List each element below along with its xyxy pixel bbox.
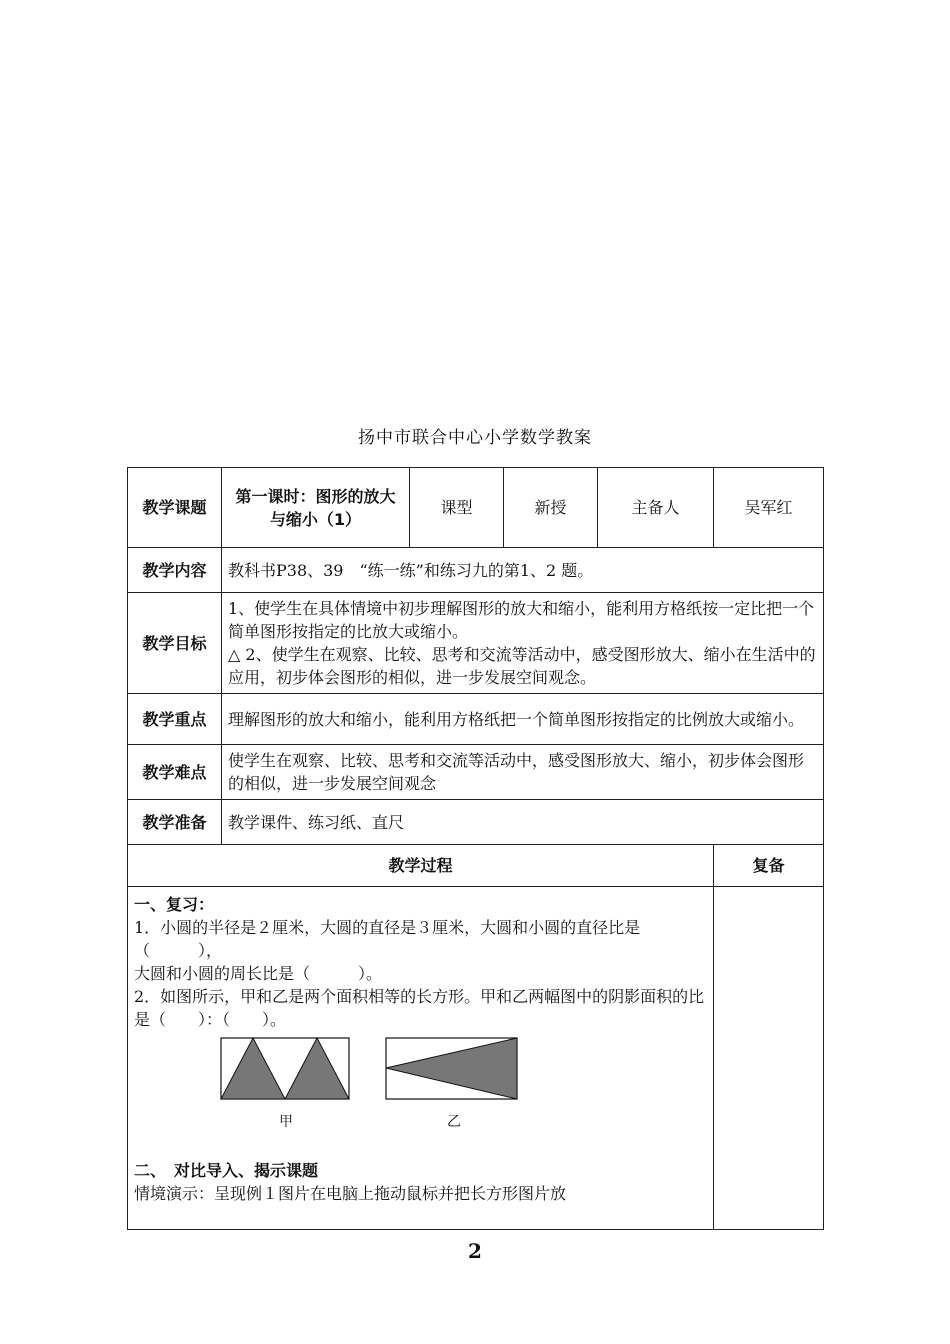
prep-value: 教学课件、练习纸、直尺 — [222, 800, 824, 845]
type-label: 课型 — [410, 468, 504, 548]
type-value: 新授 — [504, 468, 598, 548]
goal-2: △ 2、使学生在观察、比较、思考和交流等活动中，感受图形放大、缩小在生活中的应用，初步体会图形的相似，进一步发展空间观念。 — [228, 645, 816, 687]
keypoint-row — [128, 694, 824, 745]
goals-cell — [222, 593, 824, 694]
topic-row — [128, 468, 824, 548]
lesson-plan-table — [127, 467, 824, 1230]
difficulty-row — [128, 745, 824, 800]
keypoint-label: 教学重点 — [128, 694, 222, 745]
review-column — [714, 887, 824, 1230]
difficulty-label: 教学难点 — [128, 745, 222, 800]
figures-area — [134, 1037, 707, 1137]
process-header: 教学过程 — [128, 845, 714, 887]
question-1-part-2: 大圆和小圆的周长比是（ ）。 — [134, 964, 383, 983]
figure-label-jia: 甲 — [279, 1114, 293, 1130]
rectangles-figure — [220, 1037, 530, 1101]
document-title: 扬中市联合中心小学数学教案 — [358, 428, 592, 448]
process-header-row — [128, 845, 824, 887]
goal-1: 1、使学生在具体情境中初步理解图形的放大和缩小，能利用方格纸按一定比把一个简单图形按指定的比放大或缩小。 — [228, 599, 815, 641]
keypoint-value: 理解图形的放大和缩小，能利用方格纸把一个简单图形按指定的比例放大或缩小。 — [222, 694, 824, 745]
review-header: 复备 — [714, 845, 824, 887]
author-value: 吴军红 — [714, 468, 824, 548]
prep-label: 教学准备 — [128, 800, 222, 845]
page-number: 2 — [468, 1239, 482, 1263]
question-1: 1．小圆的半径是２厘米，大圆的直径是３厘米，大圆和小圆的直径比是（ ）， — [134, 918, 641, 960]
goals-row — [128, 593, 824, 694]
content-row — [128, 548, 824, 593]
prep-row — [128, 800, 824, 845]
topic-value: 第一课时：图形的放大与缩小（1） — [222, 468, 410, 548]
content-label: 教学内容 — [128, 548, 222, 593]
goals-label: 教学目标 — [128, 593, 222, 694]
process-content — [128, 887, 714, 1230]
topic-label: 教学课题 — [128, 468, 222, 548]
process-body-row — [128, 887, 824, 1230]
author-label: 主备人 — [598, 468, 714, 548]
difficulty-value: 使学生在观察、比较、思考和交流等活动中，感受图形放大、缩小，初步体会图形的相似，进一步发展空间观念 — [222, 745, 824, 800]
figure-label-yi: 乙 — [447, 1114, 461, 1130]
section-review-title: 一、复习： — [134, 895, 215, 914]
section-intro-title: 二、 对比导入、揭示课题 — [134, 1161, 319, 1180]
question-2: 2．如图所示，甲和乙是两个面积相等的长方形。甲和乙两幅图中的阴影面积的比是（ ）：（ ）。 — [134, 987, 705, 1029]
intro-text: 情境演示：呈现例１图片在电脑上拖动鼠标并把长方形图片放 — [134, 1184, 567, 1203]
content-value: 教科书P38、39 “练一练”和练习九的第1、2 题。 — [222, 548, 824, 593]
